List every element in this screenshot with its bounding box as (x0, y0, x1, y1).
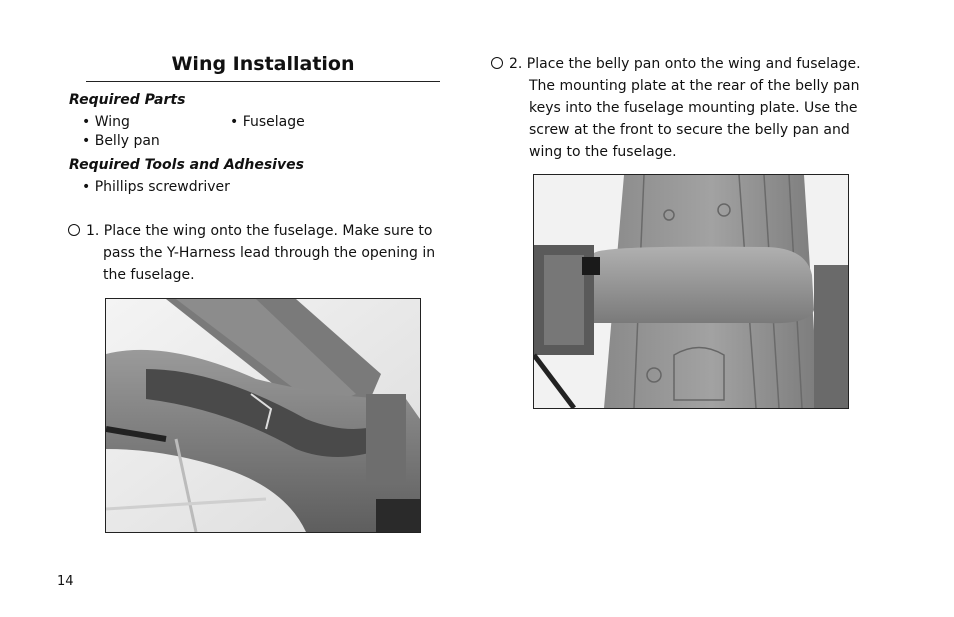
required-tools-heading: Required Tools and Adhesives (69, 157, 304, 173)
tool-item-screwdriver: • Phillips screwdriver (82, 179, 230, 195)
photo-wing-onto-fuselage (105, 298, 421, 533)
part-item-wing: • Wing (82, 114, 130, 130)
title-divider (86, 81, 440, 82)
step-2-line-3: keys into the fuselage mounting plate. Use the (529, 100, 858, 116)
photo-belly-pan (533, 174, 849, 409)
page-title: Wing Installation (171, 53, 355, 75)
step-2-checkbox[interactable] (491, 57, 503, 69)
photo-wing-onto-fuselage-image (106, 299, 420, 532)
required-parts-heading: Required Parts (69, 92, 186, 108)
part-item-belly-pan: • Belly pan (82, 133, 160, 149)
step-2-line-4: screw at the front to secure the belly pan and (529, 122, 850, 138)
photo-belly-pan-image (534, 175, 848, 408)
step-1-line-2: pass the Y-Harness lead through the opening in (103, 245, 436, 261)
step-2 (491, 53, 861, 163)
step-2-line-2: The mounting plate at the rear of the belly pan (529, 78, 860, 94)
step-1-checkbox[interactable] (68, 224, 80, 236)
step-2-line-1: 2. Place the belly pan onto the wing and fuselage. (509, 56, 861, 72)
step-1-line-1: 1. Place the wing onto the fuselage. Make sure to (86, 223, 433, 239)
step-1-line-3: the fuselage. (103, 267, 195, 283)
page-number: 14 (57, 574, 74, 589)
step-2-line-5: wing to the fuselage. (529, 144, 677, 160)
part-item-fuselage: • Fuselage (230, 114, 305, 130)
step-1 (68, 220, 435, 286)
